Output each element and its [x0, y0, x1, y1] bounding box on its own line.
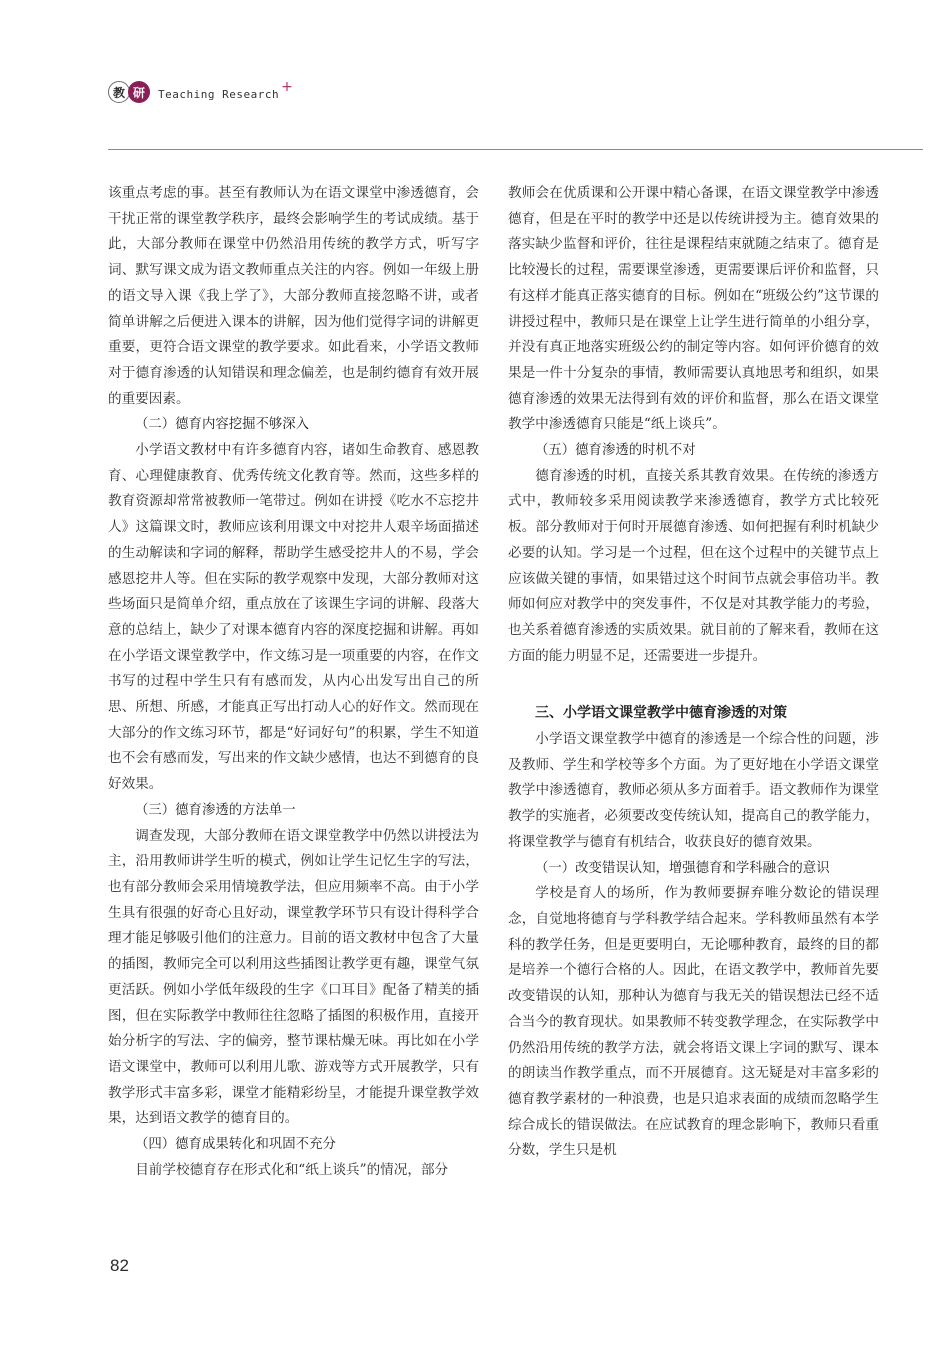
subheading: （五）德育渗透的时机不对: [535, 443, 696, 459]
subheading: （四）德育成果转化和巩固不充分: [135, 1137, 336, 1153]
paragraph: 目前学校德育存在形式化和“纸上谈兵”的情况，部分: [135, 1161, 449, 1178]
header-divider: [108, 149, 923, 150]
plus-icon: +: [281, 79, 293, 95]
subheading: （三）德育渗透的方法单一: [135, 802, 296, 818]
section-heading: 三、小学语文课堂教学中德育渗透的对策: [535, 705, 787, 722]
paragraph: 学校是育人的场所，作为教师要摒弃唯分数论的错误理念，自觉地将德育与学科教学结合起来。学科教师虽然有本学科的教学任务，但是更要明白，无论哪种教育，最终的目的都是培养一个德行合格的人。因此，在语文教学中，教师首先要改变错误的认知，那种认为德育与我无关的错误想法已经不适合当今的教育现状。如果教师不转变教学理念，在实际教学中仍然沿用传统的教学方法，就会将语文课上字词的默写、课本的朗读当作教学重点，而不开展德育。这无疑是对丰富多彩的德育教学素材的一种浪费，也是只追求表面的成绩而忽略学生综合成长的错误做法。在应试教育的理念影响下，教师只看重分数，学生只是机: [508, 885, 879, 1159]
journal-header: [108, 77, 293, 107]
subheading: （一）改变错误认知，增强德育和学科融合的意识: [535, 860, 830, 876]
paragraph: 小学语文教材中有许多德育内容，诸如生命教育、感恩教育、心理健康教育、优秀传统文化教育等。然而，这些多样的教育资源却常常被教师一笔带过。例如在讲授《吃水不忘挖井人》这篇课文时，教师应该利用课文中对挖井人艰辛场面描述的生动解读和字词的解释，帮助学生感受挖井人的不易，学会感恩挖井人等。但在实际的教学观察中发现，大部分教师对这些场面只是简单介绍，重点放在了该课生字词的讲解、段落大意的总结上，缺少了对课本德育内容的深度挖掘和讲解。再如在小学语文课堂教学中，作文练习是一项重要的内容，在作文书写的过程中学生只有有感而发，从内心出发写出自己的所思、所想、所感，才能真正写出打动人心的好作文。然而现在大部分的作文练习环节，都是“好词好句”的积累，学生不知道也不会有感而发，写出来的作文缺少感情，也达不到德育的良好效果。: [108, 442, 479, 793]
paragraph: 该重点考虑的事。甚至有教师认为在语文课堂中渗透德育，会干扰正常的课堂教学秩序，最终会影响学生的考试成绩。基于此，大部分教师在课堂中仍然沿用传统的教学方式，听写字词、默写课文成为语文教师重点关注的内容。例如一年级上册的语文导入课《我上学了》，大部分教师直接忽略不讲，或者简单讲解之后便进入课本的讲解，因为他们觉得字词的讲解更重要，更符合语文课堂的教学要求。如此看来，小学语文教师对于德育渗透的认知错误和理念偏差，也是制约德育有效开展的重要因素。: [108, 185, 479, 407]
column-title: Teaching Research: [158, 87, 280, 101]
column-badge-jiao: 教: [108, 81, 130, 103]
paragraph: 德育渗透的时机，直接关系其教育效果。在传统的渗透方式中，教师较多采用阅读教学来渗透德育，教学方式比较死板。部分教师对于何时开展德育渗透、如何把握有利时机缺少必要的认知。学习是一个过程，但在这个过程中的关键节点上应该做关键的事情，如果错过这个时间节点就会事倍功半。教师如何应对教学中的突发事件，不仅是对其教学能力的考验，也关系着德育渗透的实质效果。就目前的了解来看，教师在这方面的能力明显不足，还需要进一步提升。: [508, 467, 879, 664]
paragraph: 调查发现，大部分教师在语文课堂教学中仍然以讲授法为主，沿用教师讲学生听的模式，例如让学生记忆生字的写法，也有部分教师会采用情境教学法，但应用频率不高。由于小学生具有很强的好奇心且好动，课堂教学环节只有设计得科学合理才能足够吸引他们的注意力。目前的语文教材中包含了大量的插图，教师完全可以利用这些插图让教学更有趣，课堂气氛更活跃。例如小学低年级段的生字《口耳目》配备了精美的插图，但在实际教学中教师往往忽略了插图的积极作用，直接开始分析字的写法、字的偏旁，整节课枯燥无味。再比如在小学语文课堂中，教师可以利用儿歌、游戏等方式开展教学，只有教学形式丰富多彩，课堂才能精彩纷呈，才能提升课堂教学效果，达到语文教学的德育目的。: [108, 827, 479, 1127]
right-column: [508, 181, 879, 1164]
left-column: [108, 181, 479, 1183]
paragraph: 教师会在优质课和公开课中精心备课，在语文课堂教学中渗透德育，但是在平时的教学中还是以传统讲授为主。德育效果的落实缺少监督和评价，往往是课程结束就随之结束了。德育是比较漫长的过程，需要课堂渗透，更需要课后评价和监督，只有这样才能真正落实德育的目标。例如在“班级公约”这节课的讲授过程中，教师只是在课堂上让学生进行简单的小组分享，并没有真正地落实班级公约的制定等内容。如何评价德育的效果是一件十分复杂的事情，教师需要认真地思考和组织，如果德育渗透的效果无法得到有效的评价和监督，那么在语文课堂教学中渗透德育只能是“纸上谈兵”。: [508, 185, 879, 433]
page-number: 82: [110, 1256, 129, 1275]
subheading: （二）德育内容挖掘不够深入: [135, 417, 310, 433]
column-badge-yan: 研: [128, 81, 150, 103]
paragraph: 小学语文课堂教学中德育的渗透是一个综合性的问题，涉及教师、学生和学校等多个方面。为了更好地在小学语文课堂教学中渗透德育，教师必须从多方面着手。语文教师作为课堂教学的实施者，必须要改变传统认知，提高自己的教学能力，将课堂教学与德育有机结合，收获良好的德育效果。: [508, 731, 879, 850]
